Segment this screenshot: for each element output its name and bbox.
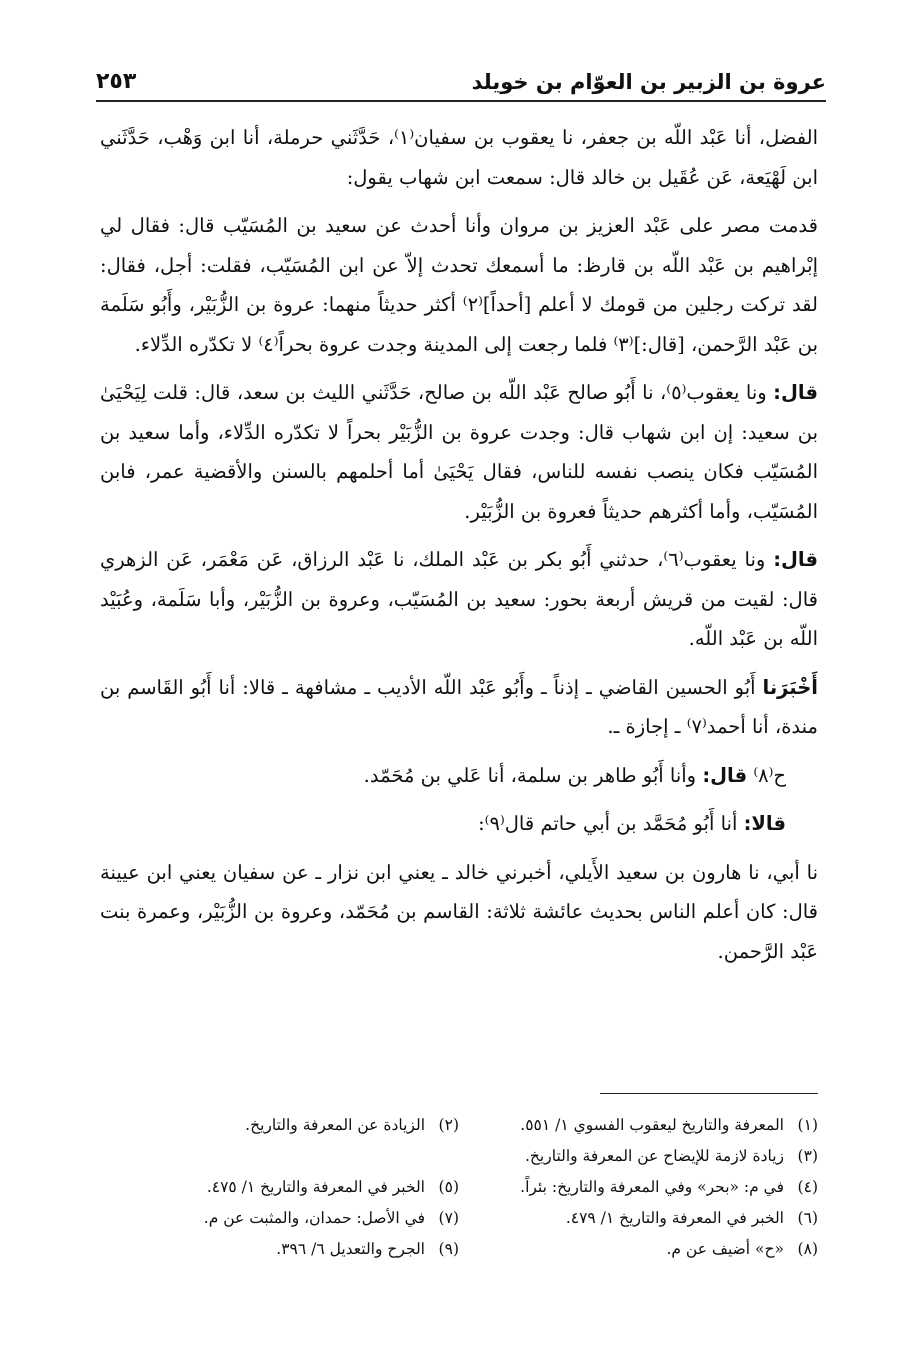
footnote-divider (600, 1093, 818, 1094)
running-title: عروة بن الزبير بن العوّام بن خويلد (471, 70, 826, 94)
page-number: ٢٥٣ (96, 69, 137, 94)
footnote-5 (100, 1172, 459, 1203)
footnote-8 (459, 1234, 818, 1265)
footnote-number: (٤) (797, 1178, 818, 1196)
footnote-text: «ح» أضيف عن م. (666, 1240, 784, 1258)
main-text (100, 118, 818, 971)
footnotes (100, 1110, 818, 1265)
footnote-text: في الأصل: حمدان، والمثبت عن م. (203, 1209, 425, 1227)
paragraph-4-label: قال: (773, 548, 819, 571)
footnote-text: في م: «بحر» وفي المعرفة والتاريخ: بئراً. (520, 1178, 784, 1196)
footnote-2 (100, 1110, 459, 1141)
paragraph-8: نا أبي، نا هارون بن سعيد الأَيلي، أخبرني خالد ـ يعني ابن نزار ـ عن سفيان يعني ابن عيينة قال: كان أعلم الناس بحديث عائشة ثلاثة: القاسم بن مُحَمّد، وعروة بن الزُّبَيْر، وعمرة بنت عَبْد الرَّحمن. (100, 860, 818, 963)
footnote-number: (١) (797, 1116, 818, 1134)
footnote-number: (٩) (438, 1240, 459, 1258)
paragraph-6 (100, 756, 818, 796)
paragraph-6-prefix: ح⁽٨⁾ (747, 763, 786, 787)
paragraph-4-text: ونا يعقوب⁽٦⁾، حدثني أَبُو بكر بن عَبْد الملك، نا عَبْد الرزاق، عَن مَعْمَر، عَن الزهري قال: لقيت من قريش أربعة بحور: سعيد بن المُسَيّب، وعروة بن الزُّبَيْر، وأبا سَلَمة، وعُبَيْد اللّه بن عَبْد اللّه. (100, 548, 818, 650)
paragraph-7-text: أنا أَبُو مُحَمَّد بن أبي حاتم قال⁽٩⁾: (478, 812, 744, 835)
footnote-4 (459, 1172, 818, 1203)
paragraph-6-text: وأنا أَبُو طاهر بن سلمة، أنا عَلي بن مُحَمّد. (363, 763, 703, 787)
footnote-text: الزيادة عن المعرفة والتاريخ. (245, 1116, 425, 1134)
paragraph-5-text: أَبُو الحسين القاضي ـ إذناً ـ وأَبُو عَبْد اللّه الأديب ـ مشافهة ـ قالا: أنا أَبُو القَاسم بن مندة، أنا أحمد⁽٧⁾ ـ إجازة ـ. (100, 675, 818, 738)
paragraph-4 (100, 540, 818, 659)
paragraph-5-label: أَخْبَرَنا (762, 675, 818, 699)
footnote-number: (٣) (797, 1147, 818, 1165)
footnote-text: الخبر في المعرفة والتاريخ ١/ ٤٧٩. (565, 1209, 784, 1227)
paragraph-1: الفضل، أنا عَبْد اللّه بن جعفر، نا يعقوب بن سفيان⁽١⁾، حَدَّثَني حرملة، أنا ابن وَهْب، حَدَّثَني ابن لَهْيَعة، عَن عُقَيل بن خالد قال: سمعت ابن شهاب يقول: (100, 126, 818, 189)
footnote-text: المعرفة والتاريخ ليعقوب الفسوي ١/ ٥٥١. (520, 1116, 784, 1134)
footnote-1 (459, 1110, 818, 1141)
paragraph-6-label: قال: (702, 763, 748, 787)
paragraph-7-label: قالا: (743, 812, 786, 835)
paragraph-5 (100, 668, 818, 747)
paragraph-3 (100, 373, 818, 531)
footnote-number: (٧) (438, 1209, 459, 1227)
footnote-number: (٨) (797, 1240, 818, 1258)
paragraph-3-label: قال: (773, 381, 818, 404)
footnote-text: زيادة لازمة للإيضاح عن المعرفة والتاريخ. (524, 1147, 784, 1165)
footnote-7 (100, 1203, 459, 1234)
footnote-3 (459, 1141, 818, 1172)
footnote-9 (100, 1234, 459, 1265)
footnote-text: الجرح والتعديل ٦/ ٣٩٦. (276, 1240, 425, 1258)
paragraph-3-text: ونا يعقوب⁽٥⁾، نا أَبُو صالح عَبْد اللّه بن صالح، حَدَّثَني الليث بن سعد، قال: قلت لِيَحْيَىٰ بن سعيد: إن ابن شهاب قال: وجدت عروة بن الزُّبَيْر بحراً لا تكدّره الدِّلاء، وأما سعيد بن المُسَيّب فكان ينصب نفسه للناس، فقال يَحْيَىٰ أما أحلمهم بالسنن والأقضية عمر، فابن المُسَيّب، وأما أكثرهم حديثاً فعروة بن الزُّبَيْر. (100, 381, 818, 523)
footnotes-left-column (100, 1110, 459, 1265)
page-header (96, 58, 826, 102)
paragraph-7 (100, 804, 818, 844)
footnotes-right-column (459, 1110, 818, 1265)
footnote-spacer (100, 1141, 459, 1172)
paragraph-2: قدمت مصر على عَبْد العزيز بن مروان وأنا أحدث عن سعيد بن المُسَيّب قال: فقال لي إبْراهيم بن عَبْد اللّه بن قارظ: ما أسمعك تحدث إلاّ عن ابن المُسَيّب، فقلت: أجل، فقال: لقد تركت رجلين من قومك لا أعلم [أحداً]⁽٢⁾ أكثر حديثاً منهما: عروة بن الزُّبَيْر، وأَبُو سَلَمة بن عَبْد الرَّحمن، [قال:]⁽٣⁾ فلما رجعت إلى المدينة وجدت عروة بحراً⁽٤⁾ لا تكدّره الدِّلاء. (100, 214, 818, 356)
footnote-6 (459, 1203, 818, 1234)
footnote-number: (٢) (438, 1116, 459, 1134)
footnote-number: (٥) (438, 1178, 459, 1196)
footnote-number: (٦) (797, 1209, 818, 1227)
footnote-text: الخبر في المعرفة والتاريخ ١/ ٤٧٥. (206, 1178, 425, 1196)
